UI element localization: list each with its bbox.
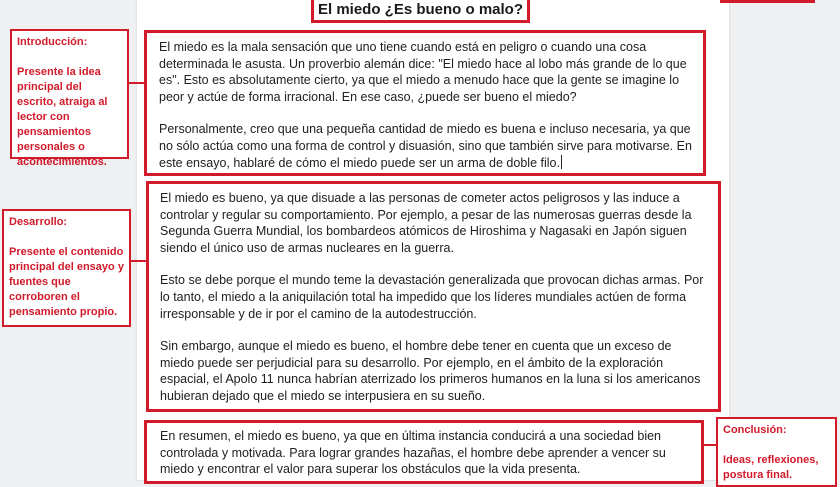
body-paragraph-1[interactable]: El miedo es bueno, ya que disuade a las personas de cometer actos peligrosos y las induce a controlar y regular su comportamiento. Por ejemplo, a pesar de las numerosas guerras desde la Segunda Guerra Mundial, los bombardeos atómicos de Hiroshima y Nagasaki en Japón siguen siendo el único uso de armas nucleares en la guerra.	[160, 191, 692, 255]
annotation-conclusion-title: Conclusión:	[723, 424, 787, 436]
text-cursor	[561, 155, 562, 169]
annotation-conclusion-text: Ideas, reflexiones, postura final.	[723, 454, 819, 481]
annotation-development-title: Desarrollo:	[9, 216, 68, 228]
connector-introduction	[129, 82, 144, 84]
conclusion-paragraph[interactable]: En resumen, el miedo es bueno, ya que en última instancia conducirá a una sociedad bien controlada y motivada. Para lograr grandes hazañas, el hombre debe aprender a vencer su miedo y encontrar el valor para superar los obstáculos que la vida presenta.	[160, 429, 666, 477]
intro-section[interactable]	[144, 30, 706, 176]
connector-development	[131, 260, 146, 262]
annotation-introduction-title: Introducción:	[17, 36, 88, 48]
annotation-development	[2, 209, 131, 327]
annotation-box-top-edge	[720, 0, 815, 3]
intro-paragraph-2-text[interactable]: Personalmente, creo que una pequeña cantidad de miedo es buena e incluso necesaria, ya que no sólo actúa como una forma de control y disuasión, sino que también sirve para motivarse. En este ensayo, hablaré de cómo el miedo puede ser un arma de doble filo.	[159, 122, 692, 170]
body-paragraph-3[interactable]: Sin embargo, aunque el miedo es bueno, el hombre debe tener en cuenta que un exceso de miedo puede ser perjudicial para su desarrollo. Por ejemplo, en el ámbito de la exploración espacial, el Apolo 11 nunca habrían aterrizado los primeros humanos en la luna si los americanos hubieran dejado que el miedo se interpusiera en su sueño.	[160, 339, 701, 403]
intro-paragraph-1[interactable]: El miedo es la mala sensación que uno tiene cuando está en peligro o cuando una cosa determinada le asusta. Un proverbio alemán dice: "El miedo hace al lobo más grande de lo que es". Esto es absolutamente cierto, ya que el miedo a menudo hace que la gente se imagine lo peor y actúe de forma irracional. En ese caso, ¿puede ser bueno el miedo?	[159, 40, 687, 104]
annotation-conclusion	[716, 417, 837, 487]
essay-title: El miedo ¿Es bueno o malo?	[311, 0, 530, 23]
connector-conclusion	[704, 444, 716, 446]
annotation-introduction-text: Presente la idea principal del escrito, atraiga al lector con pensamientos personales o acontecimientos.	[17, 66, 108, 168]
annotation-development-text: Presente el contenido principal del ensayo y fuentes que corroboren el pensamiento propio.	[9, 246, 124, 318]
body-section[interactable]	[146, 181, 721, 412]
annotation-introduction	[10, 29, 129, 168]
body-paragraph-2[interactable]: Esto se debe porque el mundo teme la devastación generalizada que provocan dichas armas. Por lo tanto, el miedo a la aniquilación total ha impedido que los líderes mundiales actúen de forma irresponsable y de ir por el camino de la autodestrucción.	[160, 273, 704, 321]
intro-paragraph-2[interactable]	[159, 121, 695, 171]
conclusion-section[interactable]	[144, 420, 704, 484]
